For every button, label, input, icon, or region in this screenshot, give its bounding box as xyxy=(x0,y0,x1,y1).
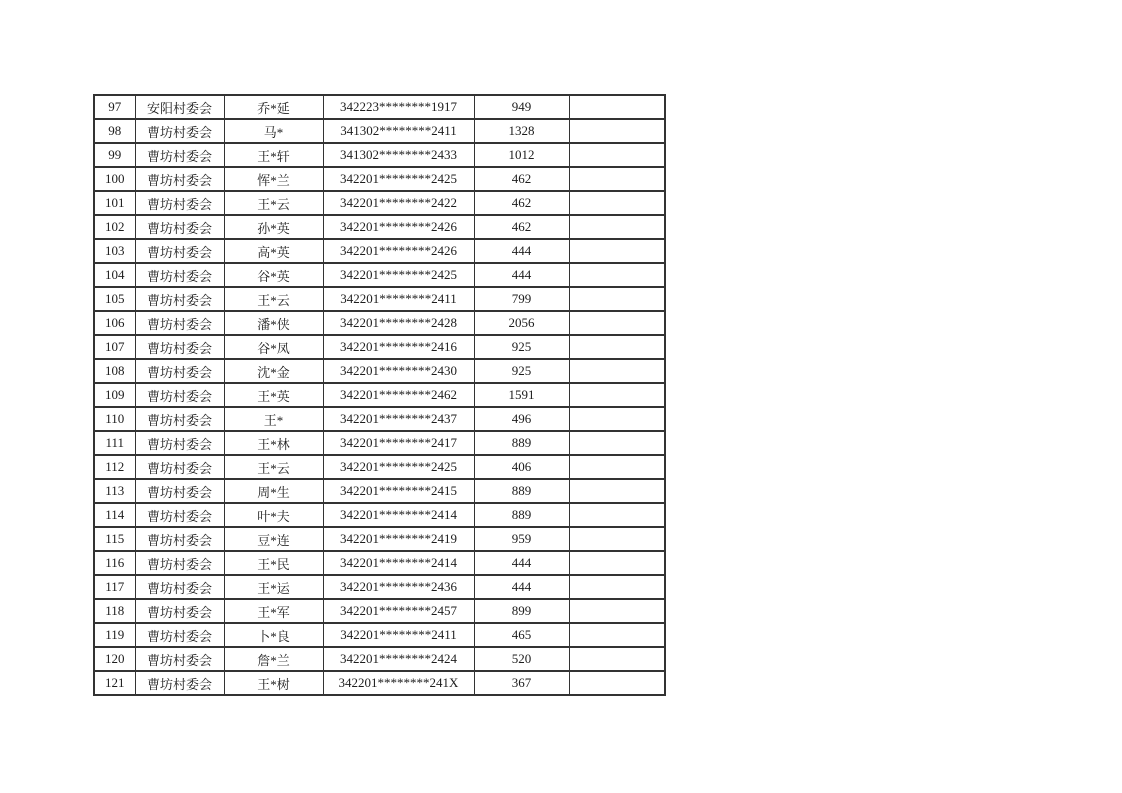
cell-row-number: 97 xyxy=(94,95,135,119)
cell-row-number: 100 xyxy=(94,167,135,191)
cell-row-number: 106 xyxy=(94,311,135,335)
cell-village: 曹坊村委会 xyxy=(135,119,224,143)
table-row xyxy=(94,167,665,191)
cell-id-masked: 342201********2436 xyxy=(323,575,474,599)
cell-id-masked: 342201********2415 xyxy=(323,479,474,503)
cell-row-number: 103 xyxy=(94,239,135,263)
table-row xyxy=(94,407,665,431)
cell-village: 曹坊村委会 xyxy=(135,335,224,359)
cell-blank xyxy=(569,359,665,383)
cell-id-masked: 342201********2422 xyxy=(323,191,474,215)
cell-blank xyxy=(569,239,665,263)
cell-name: 孙*英 xyxy=(224,215,323,239)
cell-id-masked: 341302********2411 xyxy=(323,119,474,143)
cell-id-masked: 342201********2414 xyxy=(323,551,474,575)
cell-id-masked: 342201********2426 xyxy=(323,215,474,239)
table-row xyxy=(94,119,665,143)
cell-village: 曹坊村委会 xyxy=(135,263,224,287)
cell-village: 曹坊村委会 xyxy=(135,287,224,311)
cell-blank xyxy=(569,671,665,695)
cell-village: 曹坊村委会 xyxy=(135,167,224,191)
cell-amount: 889 xyxy=(474,431,569,455)
cell-row-number: 107 xyxy=(94,335,135,359)
cell-id-masked: 342201********2417 xyxy=(323,431,474,455)
cell-row-number: 118 xyxy=(94,599,135,623)
cell-village: 曹坊村委会 xyxy=(135,671,224,695)
table-row xyxy=(94,527,665,551)
cell-id-masked: 342201********241X xyxy=(323,671,474,695)
cell-row-number: 104 xyxy=(94,263,135,287)
table-row xyxy=(94,359,665,383)
cell-name: 王*云 xyxy=(224,455,323,479)
cell-blank xyxy=(569,191,665,215)
table-row xyxy=(94,239,665,263)
cell-id-masked: 342201********2430 xyxy=(323,359,474,383)
cell-village: 曹坊村委会 xyxy=(135,575,224,599)
cell-name: 豆*连 xyxy=(224,527,323,551)
cell-id-masked: 342201********2457 xyxy=(323,599,474,623)
cell-name: 恽*兰 xyxy=(224,167,323,191)
cell-amount: 367 xyxy=(474,671,569,695)
cell-name: 王*轩 xyxy=(224,143,323,167)
cell-blank xyxy=(569,263,665,287)
cell-id-masked: 342201********2425 xyxy=(323,263,474,287)
cell-blank xyxy=(569,407,665,431)
table-row xyxy=(94,383,665,407)
records-table-body xyxy=(94,95,665,695)
cell-amount: 799 xyxy=(474,287,569,311)
table-row xyxy=(94,647,665,671)
cell-village: 曹坊村委会 xyxy=(135,191,224,215)
cell-id-masked: 342201********2425 xyxy=(323,455,474,479)
cell-amount: 1591 xyxy=(474,383,569,407)
cell-amount: 925 xyxy=(474,359,569,383)
cell-village: 曹坊村委会 xyxy=(135,407,224,431)
cell-name: 乔*延 xyxy=(224,95,323,119)
table-row xyxy=(94,455,665,479)
cell-row-number: 114 xyxy=(94,503,135,527)
cell-row-number: 109 xyxy=(94,383,135,407)
cell-row-number: 110 xyxy=(94,407,135,431)
cell-name: 谷*凤 xyxy=(224,335,323,359)
cell-id-masked: 342201********2462 xyxy=(323,383,474,407)
cell-name: 王*运 xyxy=(224,575,323,599)
cell-amount: 949 xyxy=(474,95,569,119)
cell-name: 叶*夫 xyxy=(224,503,323,527)
cell-village: 安阳村委会 xyxy=(135,95,224,119)
cell-name: 王*民 xyxy=(224,551,323,575)
cell-name: 王*林 xyxy=(224,431,323,455)
cell-row-number: 120 xyxy=(94,647,135,671)
table-row xyxy=(94,623,665,647)
cell-row-number: 99 xyxy=(94,143,135,167)
cell-row-number: 101 xyxy=(94,191,135,215)
cell-amount: 444 xyxy=(474,551,569,575)
cell-village: 曹坊村委会 xyxy=(135,311,224,335)
cell-blank xyxy=(569,167,665,191)
cell-amount: 462 xyxy=(474,191,569,215)
cell-row-number: 108 xyxy=(94,359,135,383)
cell-blank xyxy=(569,143,665,167)
cell-blank xyxy=(569,503,665,527)
table-row xyxy=(94,263,665,287)
cell-row-number: 121 xyxy=(94,671,135,695)
cell-amount: 465 xyxy=(474,623,569,647)
cell-id-masked: 342223********1917 xyxy=(323,95,474,119)
cell-blank xyxy=(569,119,665,143)
cell-blank xyxy=(569,455,665,479)
cell-amount: 520 xyxy=(474,647,569,671)
cell-name: 詹*兰 xyxy=(224,647,323,671)
cell-blank xyxy=(569,95,665,119)
cell-village: 曹坊村委会 xyxy=(135,647,224,671)
cell-row-number: 112 xyxy=(94,455,135,479)
table-row xyxy=(94,503,665,527)
cell-blank xyxy=(569,215,665,239)
table-row xyxy=(94,311,665,335)
cell-amount: 2056 xyxy=(474,311,569,335)
cell-blank xyxy=(569,599,665,623)
cell-row-number: 115 xyxy=(94,527,135,551)
records-table xyxy=(93,94,666,696)
table-row xyxy=(94,191,665,215)
cell-id-masked: 342201********2414 xyxy=(323,503,474,527)
cell-id-masked: 342201********2424 xyxy=(323,647,474,671)
cell-name: 王*云 xyxy=(224,191,323,215)
cell-village: 曹坊村委会 xyxy=(135,623,224,647)
cell-id-masked: 342201********2437 xyxy=(323,407,474,431)
cell-amount: 462 xyxy=(474,215,569,239)
cell-id-masked: 342201********2411 xyxy=(323,287,474,311)
table-row xyxy=(94,335,665,359)
cell-blank xyxy=(569,575,665,599)
cell-village: 曹坊村委会 xyxy=(135,383,224,407)
cell-blank xyxy=(569,311,665,335)
cell-village: 曹坊村委会 xyxy=(135,143,224,167)
cell-blank xyxy=(569,623,665,647)
cell-village: 曹坊村委会 xyxy=(135,527,224,551)
cell-amount: 889 xyxy=(474,479,569,503)
cell-name: 王*云 xyxy=(224,287,323,311)
cell-amount: 444 xyxy=(474,239,569,263)
cell-village: 曹坊村委会 xyxy=(135,479,224,503)
cell-amount: 444 xyxy=(474,263,569,287)
cell-blank xyxy=(569,335,665,359)
table-row xyxy=(94,599,665,623)
cell-id-masked: 342201********2425 xyxy=(323,167,474,191)
cell-village: 曹坊村委会 xyxy=(135,599,224,623)
cell-name: 沈*金 xyxy=(224,359,323,383)
cell-village: 曹坊村委会 xyxy=(135,239,224,263)
cell-row-number: 117 xyxy=(94,575,135,599)
cell-id-masked: 342201********2426 xyxy=(323,239,474,263)
cell-id-masked: 342201********2416 xyxy=(323,335,474,359)
cell-blank xyxy=(569,383,665,407)
table-row xyxy=(94,431,665,455)
cell-village: 曹坊村委会 xyxy=(135,455,224,479)
cell-name: 高*英 xyxy=(224,239,323,263)
cell-id-masked: 342201********2428 xyxy=(323,311,474,335)
table-row xyxy=(94,287,665,311)
cell-blank xyxy=(569,479,665,503)
cell-blank xyxy=(569,551,665,575)
cell-name: 周*生 xyxy=(224,479,323,503)
cell-amount: 462 xyxy=(474,167,569,191)
cell-name: 马* xyxy=(224,119,323,143)
table-row xyxy=(94,671,665,695)
cell-village: 曹坊村委会 xyxy=(135,551,224,575)
cell-village: 曹坊村委会 xyxy=(135,431,224,455)
table-row xyxy=(94,575,665,599)
cell-amount: 406 xyxy=(474,455,569,479)
cell-amount: 959 xyxy=(474,527,569,551)
cell-village: 曹坊村委会 xyxy=(135,359,224,383)
cell-amount: 1328 xyxy=(474,119,569,143)
cell-row-number: 116 xyxy=(94,551,135,575)
cell-row-number: 111 xyxy=(94,431,135,455)
cell-id-masked: 342201********2419 xyxy=(323,527,474,551)
cell-row-number: 98 xyxy=(94,119,135,143)
cell-blank xyxy=(569,431,665,455)
cell-blank xyxy=(569,287,665,311)
cell-name: 王*军 xyxy=(224,599,323,623)
cell-id-masked: 342201********2411 xyxy=(323,623,474,647)
table-row xyxy=(94,143,665,167)
table-row xyxy=(94,95,665,119)
cell-blank xyxy=(569,527,665,551)
cell-amount: 925 xyxy=(474,335,569,359)
table-row xyxy=(94,551,665,575)
cell-village: 曹坊村委会 xyxy=(135,503,224,527)
cell-row-number: 102 xyxy=(94,215,135,239)
table-row xyxy=(94,479,665,503)
cell-row-number: 113 xyxy=(94,479,135,503)
cell-blank xyxy=(569,647,665,671)
cell-name: 王*树 xyxy=(224,671,323,695)
cell-amount: 444 xyxy=(474,575,569,599)
cell-row-number: 119 xyxy=(94,623,135,647)
cell-name: 谷*英 xyxy=(224,263,323,287)
cell-amount: 496 xyxy=(474,407,569,431)
cell-amount: 889 xyxy=(474,503,569,527)
cell-row-number: 105 xyxy=(94,287,135,311)
cell-name: 王*英 xyxy=(224,383,323,407)
cell-amount: 899 xyxy=(474,599,569,623)
cell-name: 王* xyxy=(224,407,323,431)
cell-id-masked: 341302********2433 xyxy=(323,143,474,167)
cell-village: 曹坊村委会 xyxy=(135,215,224,239)
cell-name: 卜*良 xyxy=(224,623,323,647)
cell-amount: 1012 xyxy=(474,143,569,167)
table-row xyxy=(94,215,665,239)
cell-name: 潘*侠 xyxy=(224,311,323,335)
